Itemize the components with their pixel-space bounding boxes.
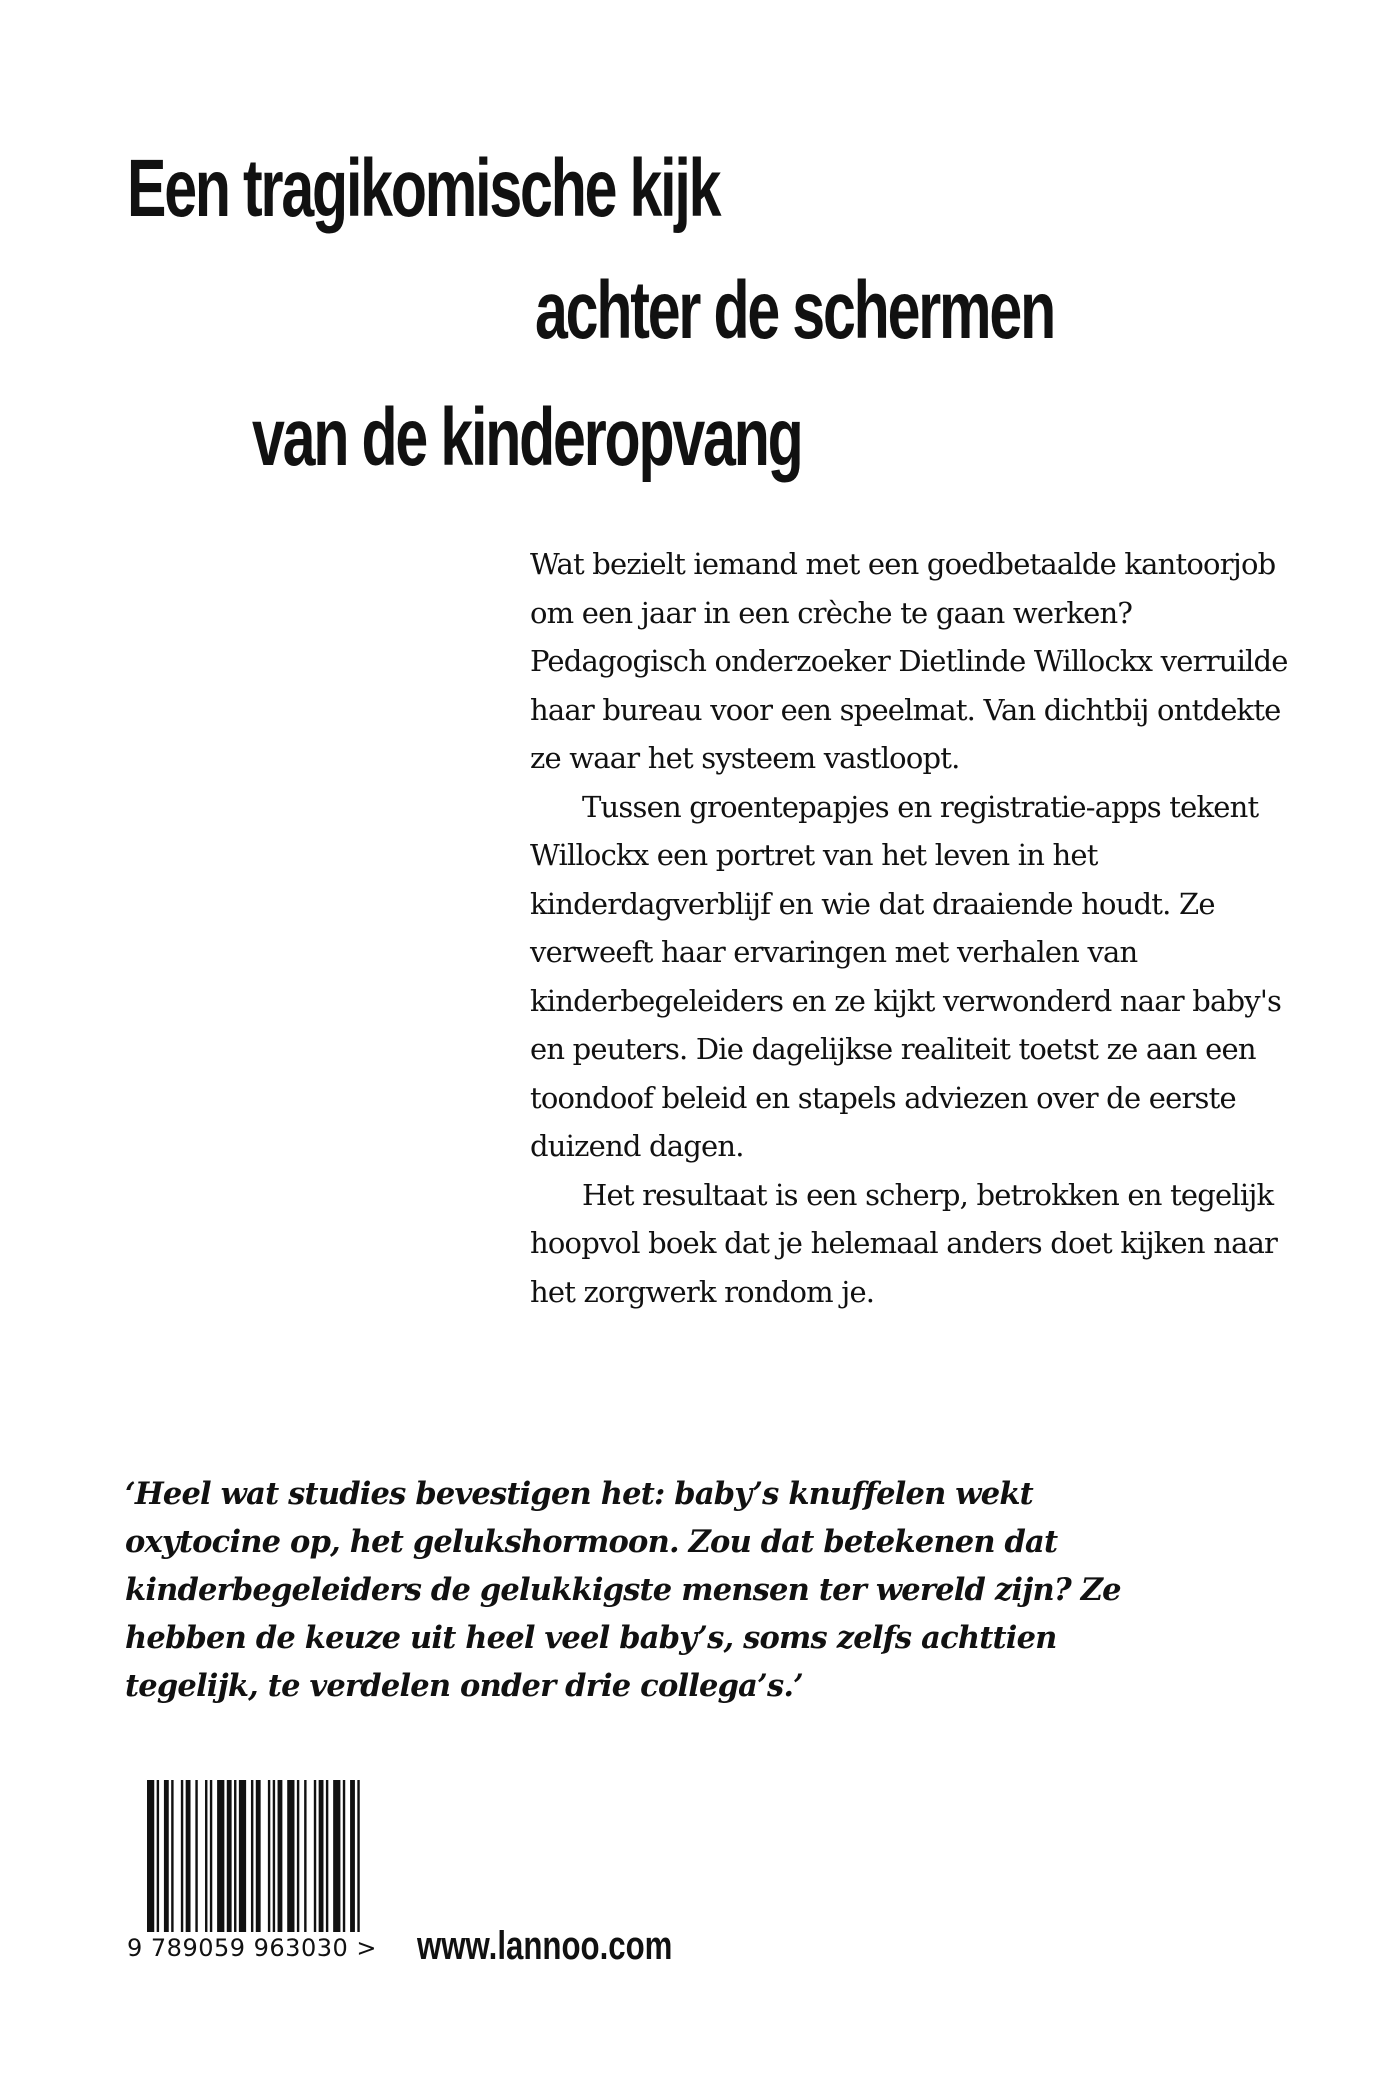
barcode-bar [287,1780,294,1932]
barcode-bar [210,1780,212,1932]
barcode-bar [268,1780,270,1932]
barcode-bar [251,1780,253,1932]
headline-line-1: Een tragikomische kijk [127,143,720,234]
barcode-bar [164,1780,169,1932]
headline-line-3: van de kinderopvang [252,392,802,483]
blurb-paragraph: Wat bezielt iemand met een goedbetaalde kantoorjob om een jaar in een crèche te gaan werken? Pedagogisch onderzoeker Dietlinde Willockx verruilde haar bureau voor een speelmat. Van dichtbij ontdekte ze waar het systeem vastloopt. [530,547,1288,775]
barcode-bar [217,1780,224,1932]
publisher-website: www.lannoo.com [417,1924,673,1968]
barcode-bar [326,1780,328,1932]
blurb-paragraph: Het resultaat is een scherp, betrokken en tegelijk hoopvol boek dat je helemaal anders doet kijken naar het zorgwerk rondom je. [530,1177,1278,1309]
barcode-bar [273,1780,275,1932]
isbn-barcode [147,1780,367,1932]
isbn-number: 9 789059 963030 > [127,1934,377,1962]
barcode-bar [157,1780,159,1932]
barcode-bar [350,1780,355,1932]
blurb-paragraph: Tussen groentepapjes en registratie-apps tekent Willockx een portret van het leven in het kinderdagverblijf en wie dat draaiende houdt. Ze verweeft haar ervaringen met verhalen van kinderbegeleiders en ze kijkt verwonderd naar baby's en peuters. Die dagelijkse realiteit toetst ze aan een toondoof beleid en stapels adviezen over de eerste duizend dagen. [530,789,1282,1163]
barcode-bar [234,1780,236,1932]
barcode-bar [186,1780,191,1932]
barcode-bar [205,1780,207,1932]
barcode-bar [304,1780,306,1932]
barcode-bar [319,1780,324,1932]
pull-quote: ‘Heel wat studies bevestigen het: baby’s knuffelen wekt oxytocine op, het gelukshormoon. Zou dat betekenen dat kinderbegeleiders de gelukkigste mensen ter wereld zijn? Ze hebben de keuze uit heel veel baby’s, soms zelfs achttien tegelijk, te verdelen onder drie collega’s.’ [125,1476,1121,1704]
blurb-text [530,540,1290,1316]
barcode-bar [171,1780,173,1932]
barcode-bar [343,1780,345,1932]
barcode-bar [357,1780,359,1932]
barcode-bar [333,1780,340,1932]
barcode-bar [256,1780,261,1932]
headline-line-2: achter de schermen [535,265,1054,356]
barcode-bar [147,1780,154,1932]
barcode-bar [278,1780,283,1932]
barcode-bar [227,1780,232,1932]
barcode-bar [181,1780,183,1932]
barcode-bar [314,1780,316,1932]
barcode-bar [239,1780,246,1932]
barcode-bar [195,1780,197,1932]
barcode-bar [297,1780,299,1932]
